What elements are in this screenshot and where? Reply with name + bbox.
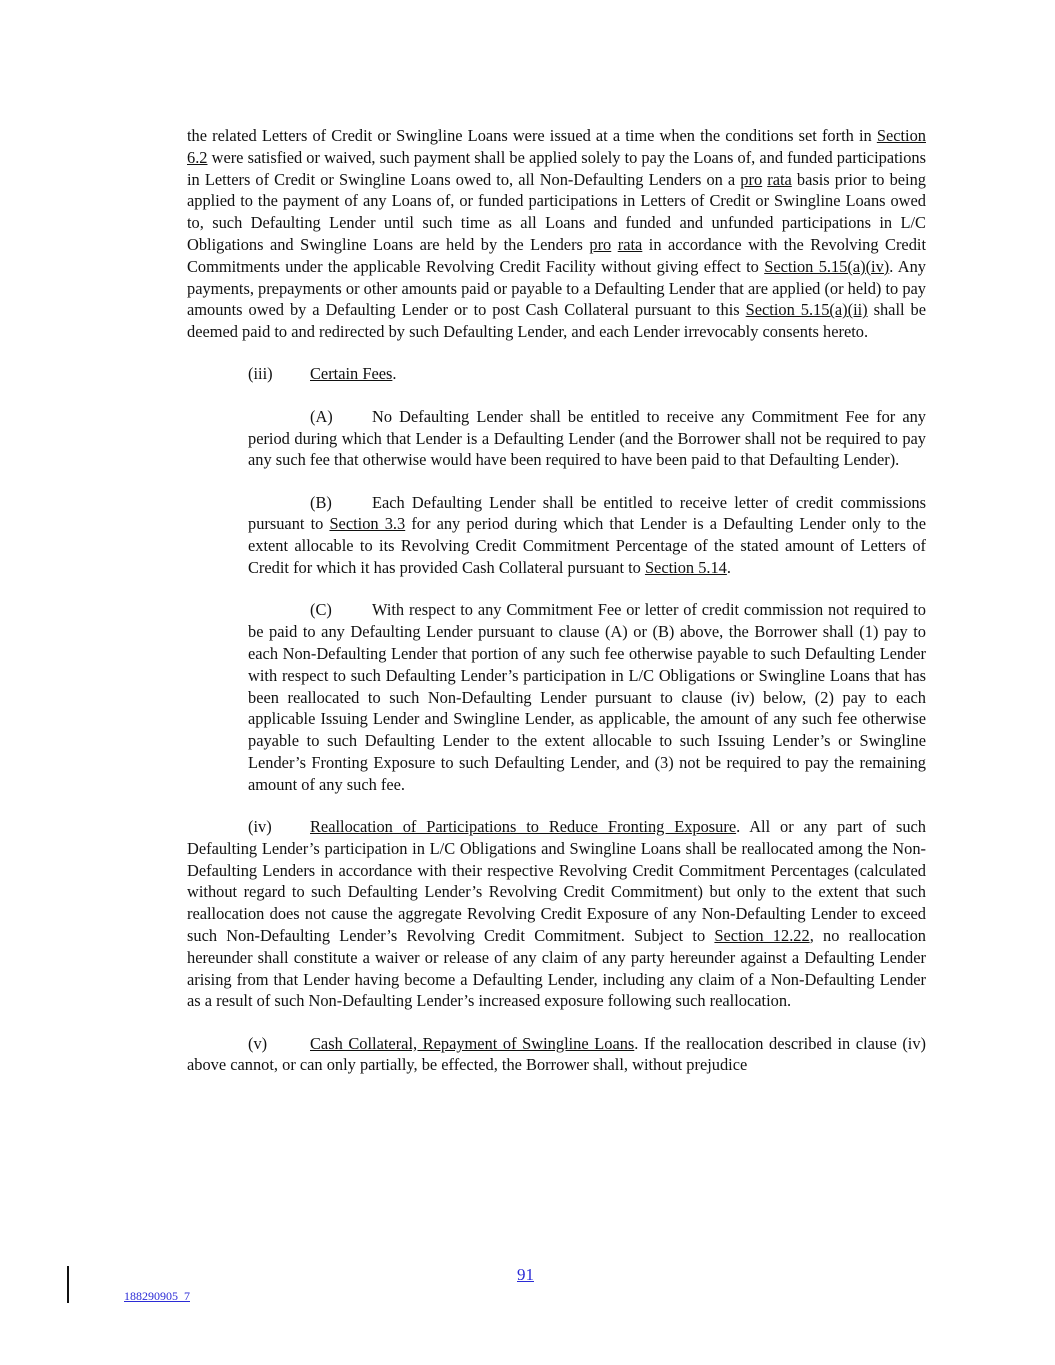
clause-title: Certain Fees [310,364,393,384]
clause-C: (C) With respect to any Commitment Fee or letter of credit commission not required to be paid to any Defaulting Lender pursuant to clause (A) or (B) above, the Borrower shall (1) pay to each Non-Defaulting Lender that portion of any such fee otherwise payable to such Defaulting Lender with respect to such Defaulting Lender’s participation in L/C Obligations or Swingline Loans that has been reallocated to such Non-Defaulting Lender pursuant to clause (iv) below, (2) pay to each applicable Issuing Lender and Swingline Lender, as applicable, the amount of any such fee otherwise payable to such Defaulting Lender to the extent allocable to such Issuing Lender’s or Swingline Lender’s Fronting Exposure to such Defaulting Lender, and (3) not be required to pay the remaining amount of any such fee. [248,600,926,794]
clause-number: (C) [310,600,332,620]
section-reference[interactable]: Section 5.15(a)(ii) [745,300,868,320]
section-reference[interactable]: Section 6.2 [187,126,926,167]
clause-number: (iii) [248,364,273,384]
document-body [187,125,926,1097]
clause-number: (iv) [248,817,272,837]
clause-A: (A) No Defaulting Lender shall be entitled to receive any Commitment Fee for any period during which that Lender is a Defaulting Lender (and the Borrower shall not be required to pay any such fee that otherwise would have been required to have been paid to that Defaulting Lender). [248,406,926,470]
section-reference[interactable]: Section 12.22 [714,926,810,945]
section-reference[interactable]: Section 5.15(a)(iv) [764,256,890,276]
document-id[interactable]: 188290905_7 [124,1289,190,1303]
change-bar [67,1266,69,1303]
section-reference[interactable]: Section 5.14 [644,558,727,578]
clause-iv: (iv) Reallocation of Participations to Reduce Fronting Exposure. All or any part of such Defaulting Lender’s participation in L/C Obligations and Swingline Loans shall be reallocated among the Non-Defaulting Lenders in accordance with their respective Revolving Credit Commitment Percentages (calculated without regard to such Defaulting Lender’s Revolving Credit Commitment) but only to the extent that such reallocation does not cause the aggregate Revolving Credit Exposure of any Non-Defaulting Lender to exceed such Non-Defaulting Lender’s Revolving Credit Commitment. Subject to Section 12.22, no reallocation hereunder shall constitute a waiver or release of any claim of any party hereunder against a Defaulting Lender arising from that Lender having become a Defaulting Lender, including any claim of a Non-Defaulting Lender as a result of such Non-Defaulting Lender’s increased exposure following such reallocation. [187,817,926,1011]
section-reference[interactable]: Section 3.3 [329,514,406,534]
clause-B: (B) Each Defaulting Lender shall be entitled to receive letter of credit commissions pursuant to Section 3.3 for any period during which that Lender is a Defaulting Lender only to the extent allocable to its Revolving Credit Commitment Percentage of the stated amount of Letters of Credit for which it has provided Cash Collateral pursuant to Section 5.14. [248,492,926,578]
clause-number: (A) [310,406,333,426]
clause-title: Reallocation of Participations to Reduce Fronting Exposure [310,817,737,837]
page-number[interactable]: 91 [517,1265,534,1284]
clause-title: Cash Collateral, Repayment of Swingline Loans [310,1033,635,1053]
clause-number: (v) [248,1033,268,1053]
paragraph-payment-application: the related Letters of Credit or Swingline Loans were issued at a time when the conditions set forth in Section 6.2 were satisfied or waived, such payment shall be applied solely to pay the Loans of, and funded participations in Letters of Credit or Swingline Loans owed to, all Non-Defaulting Lenders on a pro rata basis prior to being applied to the payment of any Loans of, or funded participations in Letters of Credit or Swingline Loans owed to, such Defaulting Lender until such time as all Loans and funded and unfunded participations in L/C Obligations and Swingline Loans are held by the Lenders pro rata in accordance with the Revolving Credit Commitments under the applicable Revolving Credit Facility without giving effect to Section 5.15(a)(iv). Any payments, prepayments or other amounts paid or payable to a Defaulting Lender that are applied (or held) to pay amounts owed by a Defaulting Lender or to post Cash Collateral pursuant to this Section 5.15(a)(ii) shall be deemed paid to and redirected by such Defaulting Lender, and each Lender irrevocably consents hereto. [187,126,927,342]
clause-v: (v) Cash Collateral, Repayment of Swingline Loans. If the reallocation described in clause (iv) above cannot, or can only partially, be effected, the Borrower shall, without prejudice [187,1033,927,1075]
clause-iii-heading: (iii) Certain Fees. [248,364,397,384]
clause-number: (B) [310,492,332,512]
